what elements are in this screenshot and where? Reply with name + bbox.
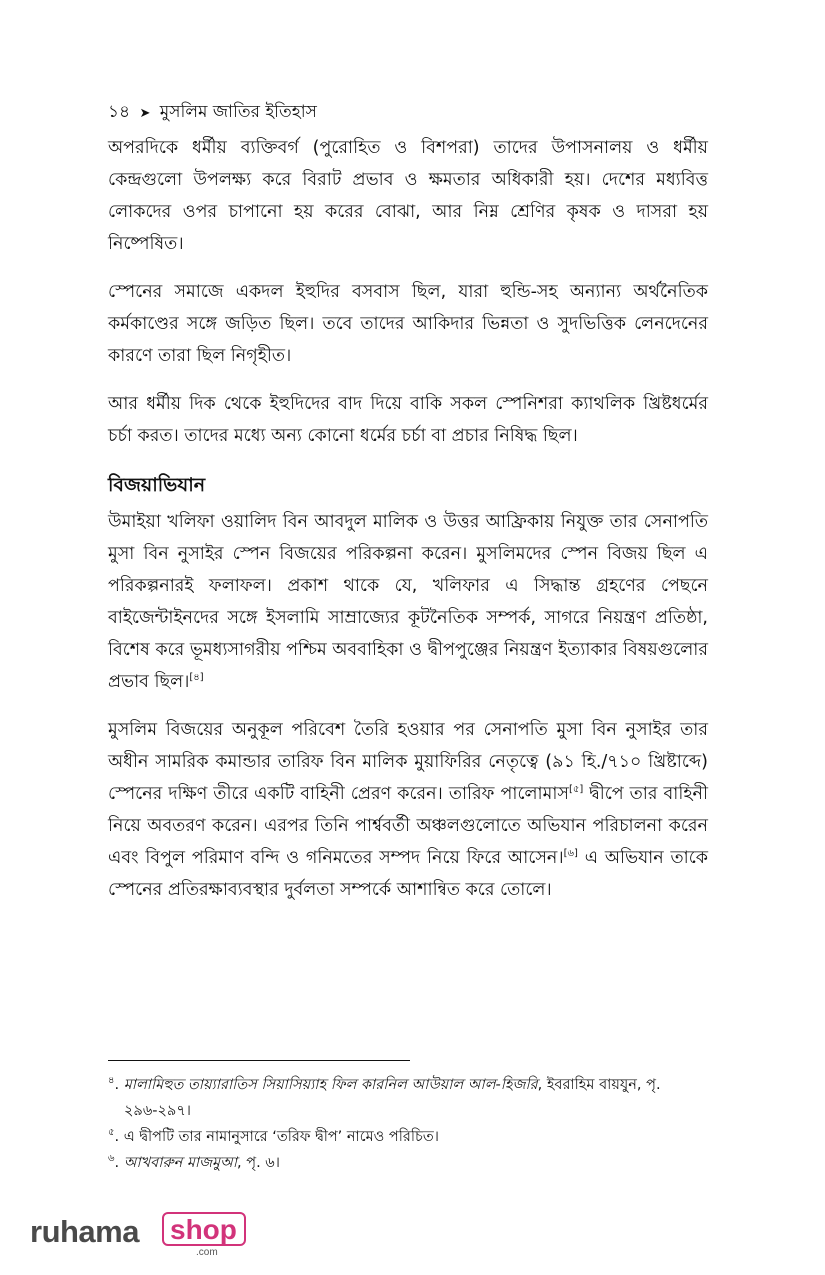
footnote-number: ৬ (108, 1153, 115, 1165)
paragraph-3: আর ধর্মীয় দিক থেকে ইহুদিদের বাদ দিয়ে বাকি সকল স্পেনিশরা ক্যাথলিক খ্রিষ্টধর্মের চর্চা করত। তাদের মধ্যে অন্য কোনো ধর্মের চর্চা বা প্রচার নিষিদ্ধ ছিল। (108, 394, 708, 446)
footnote-text: এ দ্বীপটি তার নামানুসারে ‘তরিফ দ্বীপ’ নামেও পরিচিত। (123, 1129, 439, 1145)
logo-domain: .com (196, 1247, 218, 1258)
footnote-text: , পৃ. ৬। (237, 1155, 280, 1171)
page-number: ১৪ (108, 102, 131, 122)
paragraph-5-text-c: এ অভিযান তাকে স্পেনের প্রতিরক্ষাব্যবস্থার দুর্বলতা সম্পর্কে আশান্বিত করে তোলে। (108, 848, 708, 900)
footnote-text: , ইবরাহিম বায়যুন, পৃ. ২৯৬-২৯৭। (124, 1077, 661, 1119)
ruhamashop-logo (30, 1212, 237, 1262)
paragraph-1: অপরদিকে ধর্মীয় ব্যক্তিবর্গ (পুরোহিত ও বিশপরা) তাদের উপাসনালয় ও ধর্মীয় কেন্দ্রগুলো উপলক্ষ্য করে বিরাট প্রভাব ও ক্ষমতার অধিকারী হয়। দেশের মধ্যবিত্ত লোকদের ওপর চাপানো হয় করের বোঝা, আর নিম্ন শ্রেণির কৃষক ও দাসরা হয় নিষ্পেষিত। (108, 138, 708, 254)
paragraph-5 (108, 714, 708, 906)
footnote-item: $^৪$. মালামিহুত তায়্যারাতিস সিয়াসিয়্যাহ ফিল কারনিল আউয়াল আল-হিজরি, ইবরাহিম বায়যুন, পৃ. ২৯৬-২৯৭। (108, 1075, 661, 1119)
paragraph-4-text: উমাইয়া খলিফা ওয়ালিদ বিন আবদুল মালিক ও উত্তর আফ্রিকায় নিযুক্ত তার সেনাপতি মুসা বিন নুসাইর স্পেন বিজয়ের পরিকল্পনা করেন। মুসলিমদের স্পেন বিজয় ছিল এ পরিকল্পনারই ফলাফল। প্রকাশ থাকে যে, খলিফার এ সিদ্ধান্ত গ্রহণের পেছনে বাইজেন্টাইনদের সঙ্গে ইসলামি সাম্রাজ্যের কূটনৈতিক সম্পর্ক, সাগরে নিয়ন্ত্রণ প্রতিষ্ঠা, বিশেষ করে ভূমধ্যসাগরীয় পশ্চিম অববাহিকা ও দ্বীপপুঞ্জের নিয়ন্ত্রণ ইত্যাকার বিষয়গুলোর প্রভাব ছিল। (108, 512, 708, 692)
paragraph-4 (108, 506, 708, 698)
footnote-ref-6[interactable]: [৬] (563, 848, 578, 860)
footnote-source-title: মালামিহুত তায়্যারাতিস সিয়াসিয়্যাহ ফিল কারনিল আউয়াল আল-হিজরি (123, 1077, 538, 1093)
logo-brand-ruhama: ruhama (30, 1214, 139, 1249)
footnote-number: ৫ (108, 1127, 115, 1139)
paragraph-5-text-a: মুসলিম বিজয়ের অনুকূল পরিবেশ তৈরি হওয়ার পর সেনাপতি মুসা বিন নুসাইর তার অধীন সামরিক কমান্ডার তারিফ বিন মালিক মুয়াফিরির নেতৃত্বে (৯১ হি./৭১০ খ্রিষ্টাব্দে) স্পেনের দক্ষিণ তীরে একটি বাহিনী প্রেরণ করেন। তারিফ পালোমাস (108, 720, 708, 804)
footnote-item: $^৫$. এ দ্বীপটি তার নামানুসারে ‘তরিফ দ্বীপ’ নামেও পরিচিত। (108, 1127, 439, 1145)
footnote-item: $^৬$. আখবারুন মাজমুআ, পৃ. ৬। (108, 1153, 280, 1171)
footnote-source-title: আখবারুন মাজমুআ (123, 1155, 238, 1171)
paragraph-5-text-b: দ্বীপে তার বাহিনী নিয়ে অবতরণ করেন। এরপর তিনি পার্শ্ববর্তী অঞ্চলগুলোতে অভিযান পরিচালনা করেন এবং বিপুল পরিমাণ বন্দি ও গনিমতের সম্পদ নিয়ে ফিরে আসেন। (108, 784, 708, 868)
footnote-ref-4[interactable]: [৪] (189, 672, 204, 684)
section-heading: বিজয়াভিযান (108, 474, 206, 496)
arrowhead-icon: ➤ (139, 106, 151, 121)
footnotes (108, 1072, 708, 1176)
logo-brand-shop: shop (170, 1214, 237, 1245)
page-content (108, 100, 708, 922)
paragraph-2: স্পেনের সমাজে একদল ইহুদির বসবাস ছিল, যারা হুন্ডি-সহ অন্যান্য অর্থনৈতিক কর্মকাণ্ডের সঙ্গে জড়িত ছিল। তবে তাদের আকিদার ভিন্নতা ও সুদভিত্তিক লেনদেনের কারণে তারা ছিল নিগৃহীত। (108, 282, 708, 366)
footnote-number: ৪ (108, 1075, 115, 1087)
footnote-ref-5[interactable]: [৫] (568, 784, 584, 796)
running-header (108, 100, 708, 126)
book-title: মুসলিম জাতির ইতিহাস (159, 102, 317, 122)
footnote-divider (108, 1060, 410, 1061)
